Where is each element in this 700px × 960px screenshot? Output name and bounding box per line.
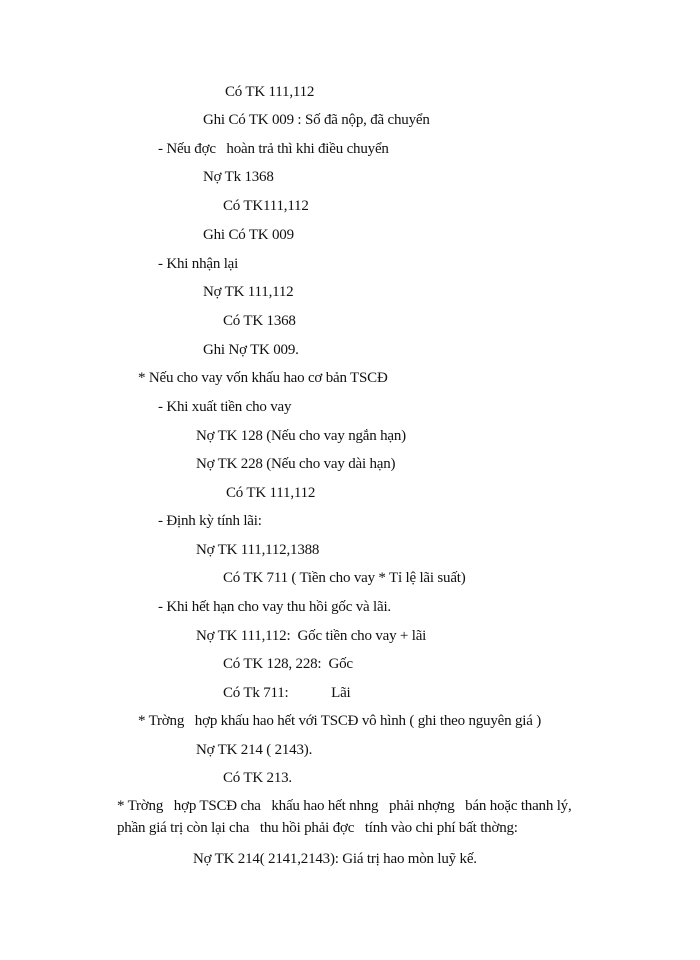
text-line: Nợ TK 128 (Nếu cho vay ngắn hạn): [196, 428, 406, 444]
text-line: Ghi Có TK 009: [203, 227, 294, 243]
text-line: - Khi hết hạn cho vay thu hồi gốc và lãi.: [158, 599, 391, 615]
text-line: Có Tk 711: Lãi: [223, 685, 351, 701]
text-line: Nợ TK 214( 2141,2143): Giá trị hao mòn luỹ kế.: [193, 851, 477, 867]
text-line: Có TK 213.: [223, 770, 292, 786]
text-line: Ghi Có TK 009 : Số đã nộp, đã chuyển: [203, 112, 430, 128]
text-line: Có TK 128, 228: Gốc: [223, 656, 353, 672]
text-line: Nợ Tk 1368: [203, 169, 274, 185]
text-line: - Nếu đợc hoàn trả thì khi điều chuyển: [158, 141, 389, 157]
text-line: Nợ TK 111,112: Gốc tiền cho vay + lãi: [196, 628, 427, 644]
text-line: - Khi xuất tiền cho vay: [158, 399, 292, 415]
text-line: Có TK111,112: [223, 198, 309, 214]
text-line: Nợ TK 214 ( 2143).: [196, 742, 313, 758]
text-line: Nợ TK 111,112,1388: [196, 542, 320, 558]
paragraph: [117, 795, 637, 839]
text-line: Nợ TK 228 (Nếu cho vay dài hạn): [196, 456, 396, 472]
text-line: * Nếu cho vay vốn khấu hao cơ bản TSCĐ: [138, 370, 388, 386]
text-line: Có TK 111,112: [225, 84, 315, 100]
paragraph-line: phần giá trị còn lại cha thu hồi phải đợc tính vào chi phí bất thờng:: [117, 820, 518, 836]
text-line: Ghi Nợ TK 009.: [203, 342, 299, 358]
paragraph-line: * Trờng hợp TSCĐ cha khấu hao hết nhng phải nhợng bán hoặc thanh lý,: [117, 798, 572, 814]
text-line: Có TK 1368: [223, 313, 296, 329]
text-line: - Khi nhận lại: [158, 256, 239, 272]
text-line: * Trờng hợp khấu hao hết với TSCĐ vô hình ( ghi theo nguyên giá ): [138, 713, 542, 729]
text-line: - Định kỳ tính lãi:: [158, 513, 262, 529]
text-line: Nợ TK 111,112: [203, 284, 294, 300]
text-line: Có TK 111,112: [226, 485, 316, 501]
text-line: Có TK 711 ( Tiền cho vay * Tỉ lệ lãi suất): [223, 570, 466, 586]
